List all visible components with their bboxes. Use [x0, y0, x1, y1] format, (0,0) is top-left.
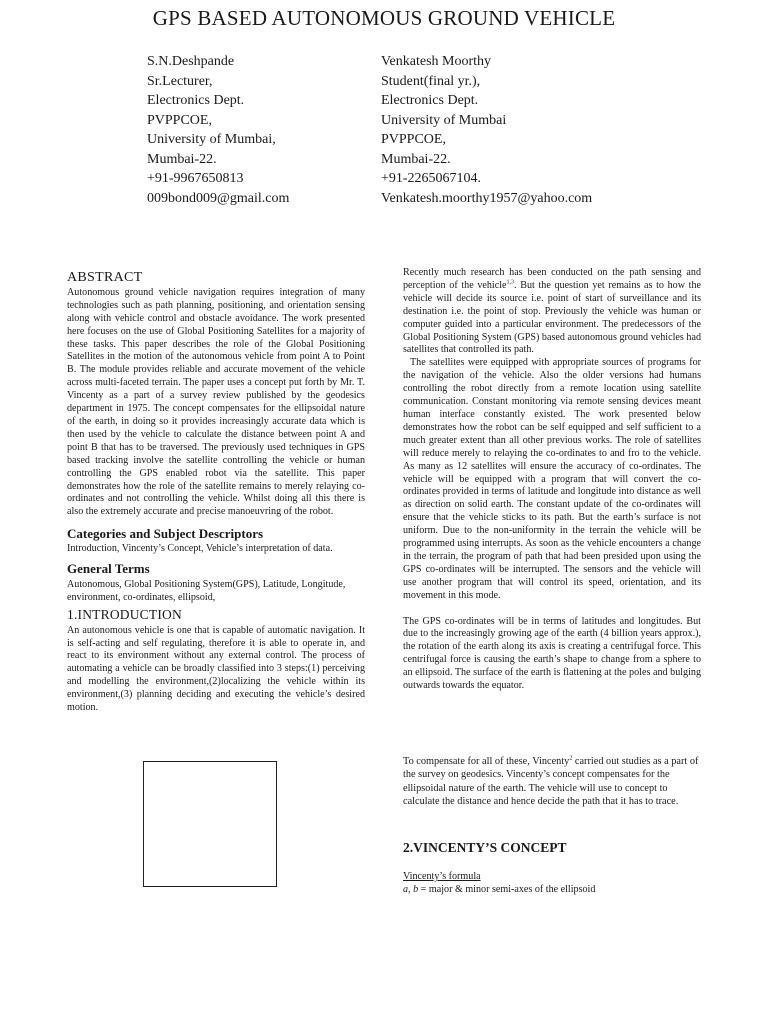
author-1-email[interactable]: 009bond009@gmail.com — [147, 190, 290, 206]
right-paragraph-1 — [403, 267, 701, 357]
author-2-college: PVPPCOE, — [381, 132, 446, 147]
right-paragraph-4-end: carried out studies as a part of the survey on geodesics. Vincenty’s concept compensates for the ellipsoidal nature of the earth. The vehicle will use to concept to calculate the distance and hence decide the path that it has to trace. — [403, 756, 699, 807]
author-2-city: Mumbai-22. — [381, 151, 451, 167]
right-paragraph-2: The satellites were equipped with appropriate sources of programs for the navigation of the vehicle. Also the older versions had humans controlling the robot directly from a remote location using satellite communication. Constant monitoring via remote sensing devices meant human interface constantly existed. The work presented below demonstrates how the robot can be self equipped and self sufficient to a much greater extent than all other previous works. The role of satellites will reduce merely to relaying the co-ordinates to and fro to the vehicle. As many as 12 satellites will ensure the accuracy of co-ordinates. The vehicle will be equipped with a program that will convert the co-ordinates provided in terms of latitude and longitude into distance as well as direction on solid earth. The constant update of the co-ordinates will ensure that the vehicle sticks to its path. But the earth’s surface is not uniform. Due to the non-uniformity in the terrain the vehicle will be programmed using interrupts. As soon as the vehicle encounters a change in the terrain, the program of path that had been presided upon using the GPS co-ordinates will be interrupted. The sensors and the vehicle will use another program that will control its speed, orientation, and its movement in this mode. — [403, 357, 701, 601]
author-1-college: PVPPCOE, — [147, 112, 212, 128]
author-2-position: Student(final yr.), — [381, 73, 481, 89]
right-paragraph-3: The GPS co-ordinates will be in terms of latitudes and longitudes. But due to the increasingly growing age of the earth (4 billion years approx.), the rotation of the earth along its axis is creating a centrifugal force. This centrifugal force is causing the earth’s shape to change from a sphere to an ellipsoid. The surface of the earth is flattening at the poles and bulging outwards towards the equator. — [403, 615, 701, 692]
right-paragraph-1-start: Recently much research has been conducted on the path sensing and perception of the vehicle — [403, 267, 701, 291]
author-2-department: Electronics Dept. — [381, 93, 479, 108]
formula-definition-text: = major & minor semi-axes of the ellipsoid — [418, 883, 596, 895]
right-paragraph-4-block — [403, 755, 701, 808]
formula-variables: a, b — [403, 883, 419, 895]
vincenty-section — [403, 842, 701, 897]
left-column — [67, 272, 365, 715]
right-paragraph-4 — [403, 755, 701, 808]
abstract-heading: ABSTRACT — [67, 270, 143, 285]
author-block-2 — [381, 52, 592, 208]
author-block-1 — [147, 52, 289, 208]
paper-title: GPS BASED AUTONOMOUS GROUND VEHICLE — [152, 6, 616, 30]
citation-superscript: 1,3 — [506, 279, 515, 286]
general-terms-heading: General Terms — [67, 561, 150, 577]
author-1-university: University of Mumbai, — [147, 132, 276, 147]
author-1-name: S.N.Deshpande — [147, 54, 235, 69]
author-2-name: Venkatesh Moorthy — [381, 54, 492, 69]
citation-superscript-2: 2 — [569, 755, 573, 762]
abstract-text: Autonomous ground vehicle navigation requires integration of many technologies such as path planning, positioning, and orientation sensing along with vehicle control and obstacle avoidance. The work presented here focuses on the use of Global Positioning Satellites for a majority of these tasks. This paper describes the role of the Global Positioning Satellites in the motion of the autonomous vehicle from point A to Point B. The module provides reliable and accurate movement of the vehicle across multi-faceted terrain. The paper uses a concept put forth by Mr. T. Vincenty as a part of a survey review published by the geodesics department in 1975. The concept compensates for the ellipsoidal nature of the earth, in doing so it provides increasingly accurate data which is then used by the vehicle to calculate the distance between point A and point B that has to be traversed. The previously used techniques in GPS based tracking involve the satellite controlling the vehicle or human controlling the GPS enabled robot via the satellite. This paper demonstrates how the role of the satellite remains to merely relaying co-ordinates and not controlling the vehicle. Whilst doing all this there is also the extremely accurate and precise manoeuvring of the robot. — [67, 286, 365, 518]
author-2-university: University of Mumbai — [381, 112, 507, 128]
author-2-email[interactable]: Venkatesh.moorthy1957@yahoo.com — [381, 190, 593, 206]
figure-placeholder-box — [143, 761, 277, 887]
general-terms-text: Autonomous, Global Positioning System(GPS), Latitude, Longitude, environment, co-ordinates, ellipsoid, — [67, 578, 346, 603]
right-paragraph-1-end: . But the question yet remains as to how the vehicle will decide its source i.e. point of start of surveillance and its destination i.e. the point of stop. Previously the vehicle was human or computer guided into a particular environment. The predecessors of the Global Positioning System (GPS) based autonomous ground vehicles had satellites that controlled its path. — [403, 279, 701, 356]
categories-text: Introduction, Vincenty’s Concept, Vehicle’s interpretation of data. — [67, 543, 333, 555]
formula-definition-line — [403, 884, 701, 897]
right-paragraph-4-start: To compensate for all of these, Vincenty — [403, 756, 570, 767]
author-1-department: Electronics Dept. — [147, 93, 245, 108]
author-2-phone: +91-2265067104. — [381, 171, 482, 186]
introduction-heading: 1.INTRODUCTION — [67, 606, 182, 622]
author-1-city: Mumbai-22. — [147, 151, 217, 167]
author-1-position: Sr.Lecturer, — [147, 73, 213, 89]
formula-link-line — [403, 871, 701, 884]
vincenty-heading: 2.VINCENTY’S CONCEPT — [403, 840, 567, 855]
right-column — [403, 267, 701, 693]
vincenty-formula-link[interactable]: Vincenty’s formula — [403, 870, 481, 882]
author-1-phone: +91-9967650813 — [147, 171, 244, 186]
categories-heading: Categories and Subject Descriptors — [67, 526, 264, 542]
introduction-text: An autonomous vehicle is one that is capable of automatic navigation. It is self-acting and self regulating, therefore it is able to operate in, and react to its environment without any external control. The process of automating a vehicle can be broadly classified into 3 steps:(1) perceiving and modelling the environment,(2)localizing the vehicle within its environment,(3) planning deciding and executing the vehicle’s desired motion. — [67, 624, 365, 714]
